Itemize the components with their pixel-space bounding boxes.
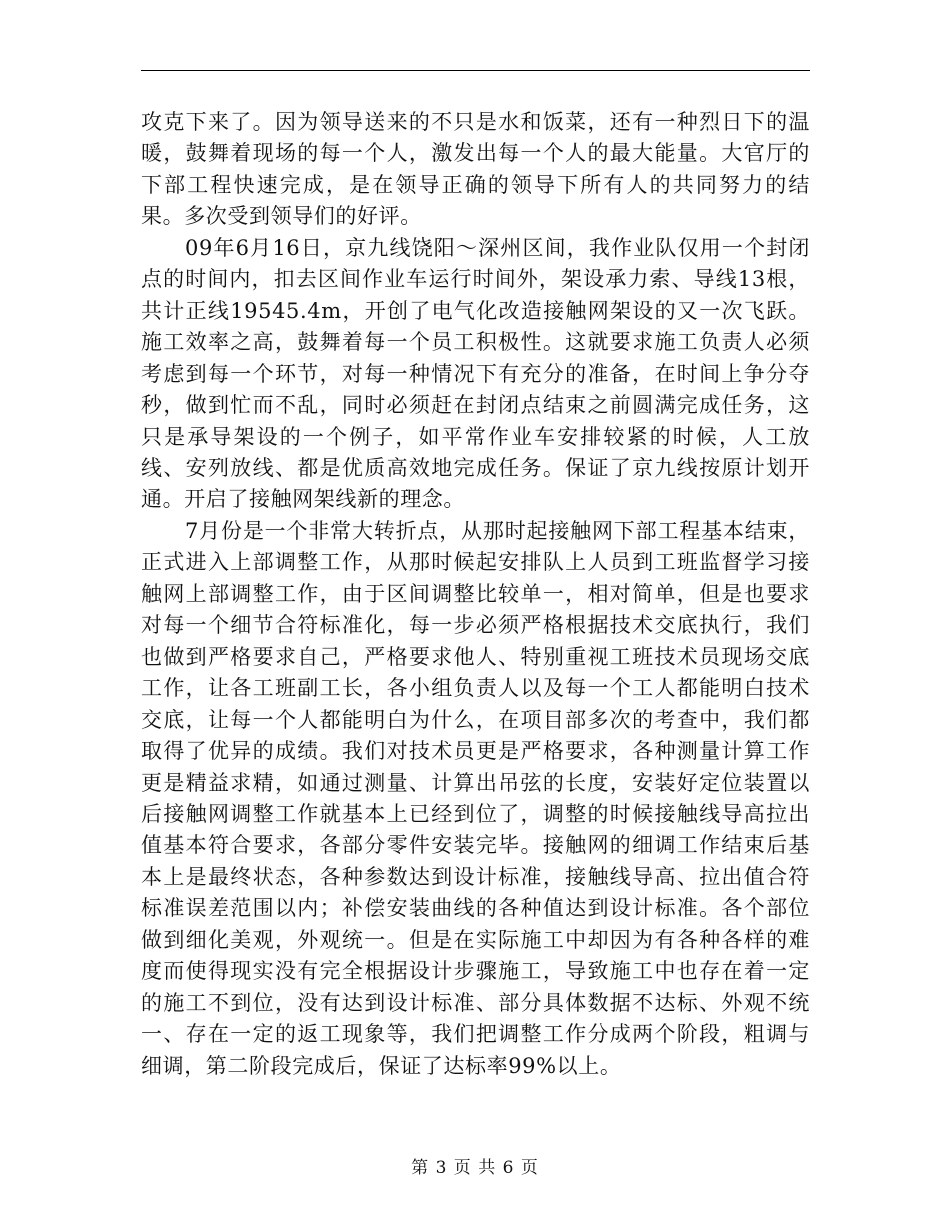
page-number-footer: 第 3 页 共 6 页 (411, 1158, 539, 1178)
paragraph-1: 攻克下来了。因为领导送来的不只是水和饭菜，还有一种烈日下的温暖，鼓舞着现场的每一个人，激发出每一个人的最大能量。大官厅的下部工程快速完成，是在领导正确的领导下所有人的共同努力的结果。多次受到领导们的好评。 (141, 110, 810, 229)
document-body (141, 107, 810, 1082)
paragraph-2: 09年6月16日，京九线饶阳～深州区间，我作业队仅用一个封闭点的时间内，扣去区间作业车运行时间外，架设承力索、导线13根，共计正线19545.4m，开创了电气化改造接触网架设的又一次飞跃。施工效率之高，鼓舞着每一个员工积极性。这就要求施工负责人必须考虑到每一个环节，对每一种情况下有充分的准备，在时间上争分夺秒，做到忙而不乱，同时必须赶在封闭点结束之前圆满完成任务，这只是承导架设的一个例子，如平常作业车安排较紧的时候，人工放线、安列放线、都是优质高效地完成任务。保证了京九线按原计划开通。开启了接触网架线新的理念。 (141, 235, 810, 512)
paragraph-3: 7月份是一个非常大转折点，从那时起接触网下部工程基本结束，正式进入上部调整工作，从那时候起安排队上人员到工班监督学习接触网上部调整工作，由于区间调整比较单一，相对简单，但是也要求对每一个细节合符标准化，每一步必须严格根据技术交底执行，我们也做到严格要求自己，严格要求他人、特别重视工班技术员现场交底工作，让各工班副工长，各小组负责人以及每一个工人都能明白技术交底，让每一个人都能明白为什么，在项目部多次的考查中，我们都取得了优异的成绩。我们对技术员更是严格要求，各种测量计算工作更是精益求精，如通过测量、计算出吊弦的长度，安装好定位装置以后接触网调整工作就基本上已经到位了，调整的时候接触线导高拉出值基本符合要求，各部分零件安装完毕。接触网的细调工作结束后基本上是最终状态，各种参数达到设计标准，接触线导高、拉出值合符标准误差范围以内；补偿安装曲线的各种值达到设计标准。各个部位做到细化美观，外观统一。但是在实际施工中却因为有各种各样的难度而使得现实没有完全根据设计步骤施工，导致施工中也存在着一定的施工不到位，没有达到设计标准、部分具体数据不达标、外观不统一、存在一定的返工现象等，我们把调整工作分成两个阶段，粗调与细调，第二阶段完成后，保证了达标率99%以上。 (141, 518, 810, 1078)
header-rule (141, 70, 810, 71)
